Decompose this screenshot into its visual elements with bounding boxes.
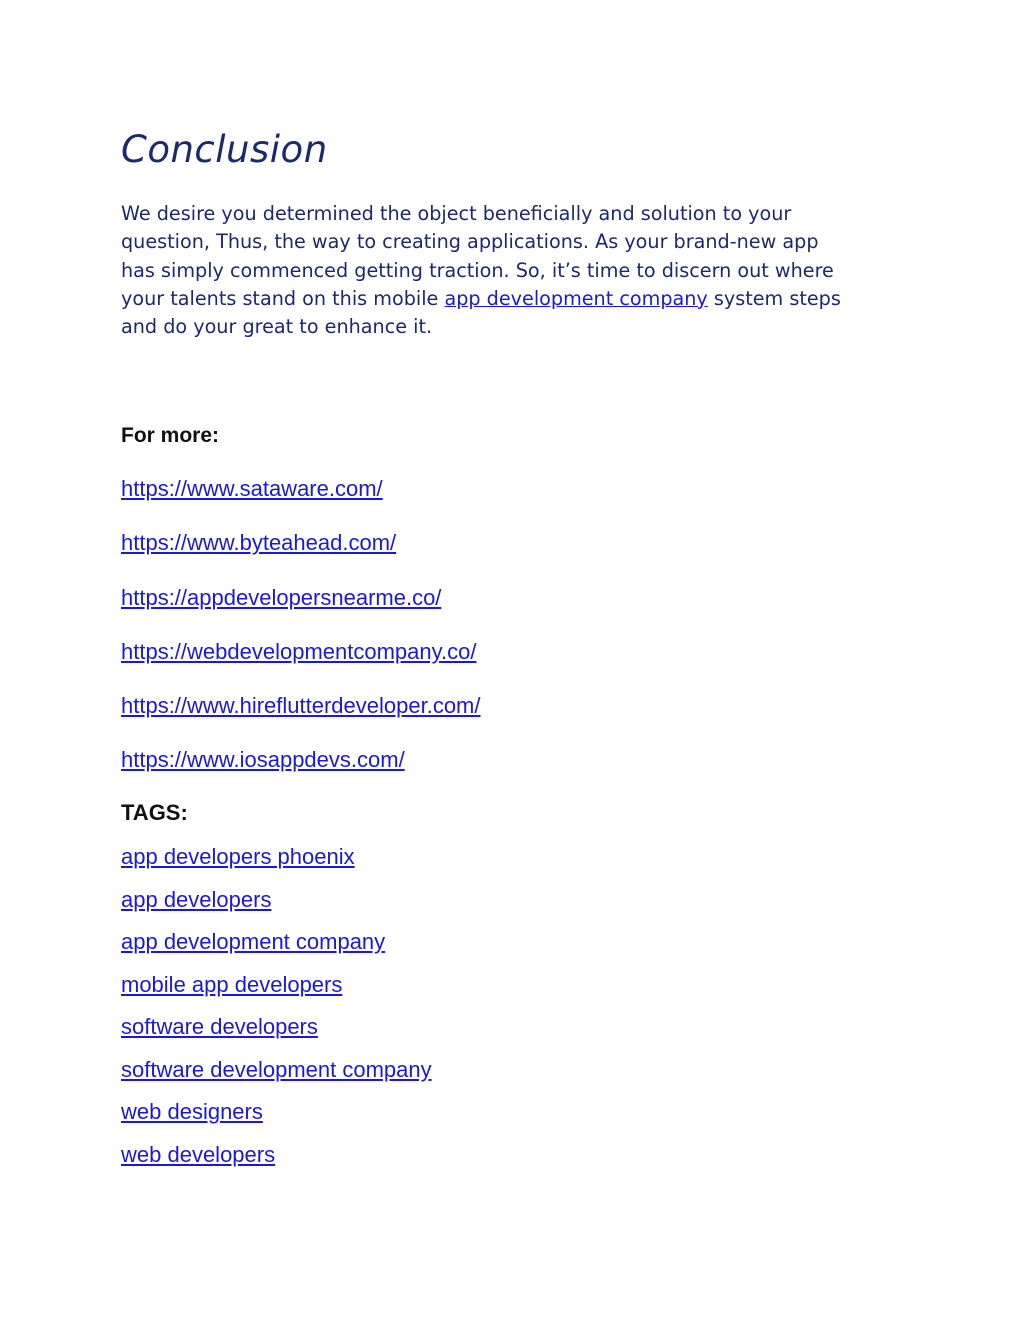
- tag-item: [121, 1098, 432, 1141]
- app-development-company-link[interactable]: app development company: [444, 286, 708, 310]
- tag-item: [121, 928, 432, 971]
- hireflutterdeveloper-link[interactable]: https://www.hireflutterdeveloper.com/: [121, 693, 481, 719]
- webdevelopmentcompany-link[interactable]: https://webdevelopmentcompany.co/: [121, 638, 477, 664]
- tag-item: [121, 1013, 432, 1056]
- tag-link[interactable]: app development company: [121, 929, 386, 954]
- list-item: [121, 692, 481, 746]
- paragraph-line-with-link: [121, 285, 911, 313]
- tag-link[interactable]: web developers: [121, 1141, 276, 1167]
- iosappdevs-link[interactable]: https://www.iosappdevs.com/: [121, 747, 405, 773]
- tags-heading: TAGS:: [121, 800, 188, 825]
- paragraph-line: question, Thus, the way to creating applications. As your brand-new app: [121, 230, 819, 254]
- tag-link[interactable]: app developers: [121, 886, 272, 912]
- tag-link[interactable]: software development company: [121, 1056, 432, 1082]
- paragraph-line: We desire you determined the object beneficially and solution to your: [121, 202, 792, 225]
- paragraph-line: has simply commenced getting traction. So, it’s time to discern out where: [121, 258, 834, 282]
- sataware-link[interactable]: https://www.sataware.com/: [121, 476, 383, 501]
- tag-link[interactable]: app developers phoenix: [121, 844, 355, 869]
- for-more-heading: For more:: [121, 424, 220, 447]
- tag-list: [121, 843, 432, 1183]
- tag-link[interactable]: mobile app developers: [121, 971, 343, 997]
- byteahead-link[interactable]: https://www.byteahead.com/: [121, 530, 397, 556]
- list-item: [121, 584, 481, 638]
- list-item: [121, 746, 481, 800]
- tag-item: [121, 971, 432, 1014]
- list-item: [121, 638, 481, 692]
- page-title: Conclusion: [121, 128, 328, 171]
- paragraph-line: and do your great to enhance it.: [121, 315, 433, 339]
- appdevelopersnearme-link[interactable]: https://appdevelopersnearme.co/: [121, 584, 442, 610]
- list-item: [121, 529, 481, 583]
- paragraph-text: your talents stand on this mobile: [121, 286, 445, 310]
- list-item: [121, 475, 481, 529]
- tag-item: [121, 886, 432, 929]
- tag-link[interactable]: web designers: [121, 1099, 263, 1124]
- tag-item: [121, 1056, 432, 1099]
- tag-item: [121, 1141, 432, 1184]
- tag-link[interactable]: software developers: [121, 1014, 318, 1039]
- url-list: [121, 475, 481, 801]
- tag-item: [121, 843, 432, 886]
- conclusion-paragraph: [121, 200, 911, 341]
- paragraph-text: system steps: [707, 286, 841, 310]
